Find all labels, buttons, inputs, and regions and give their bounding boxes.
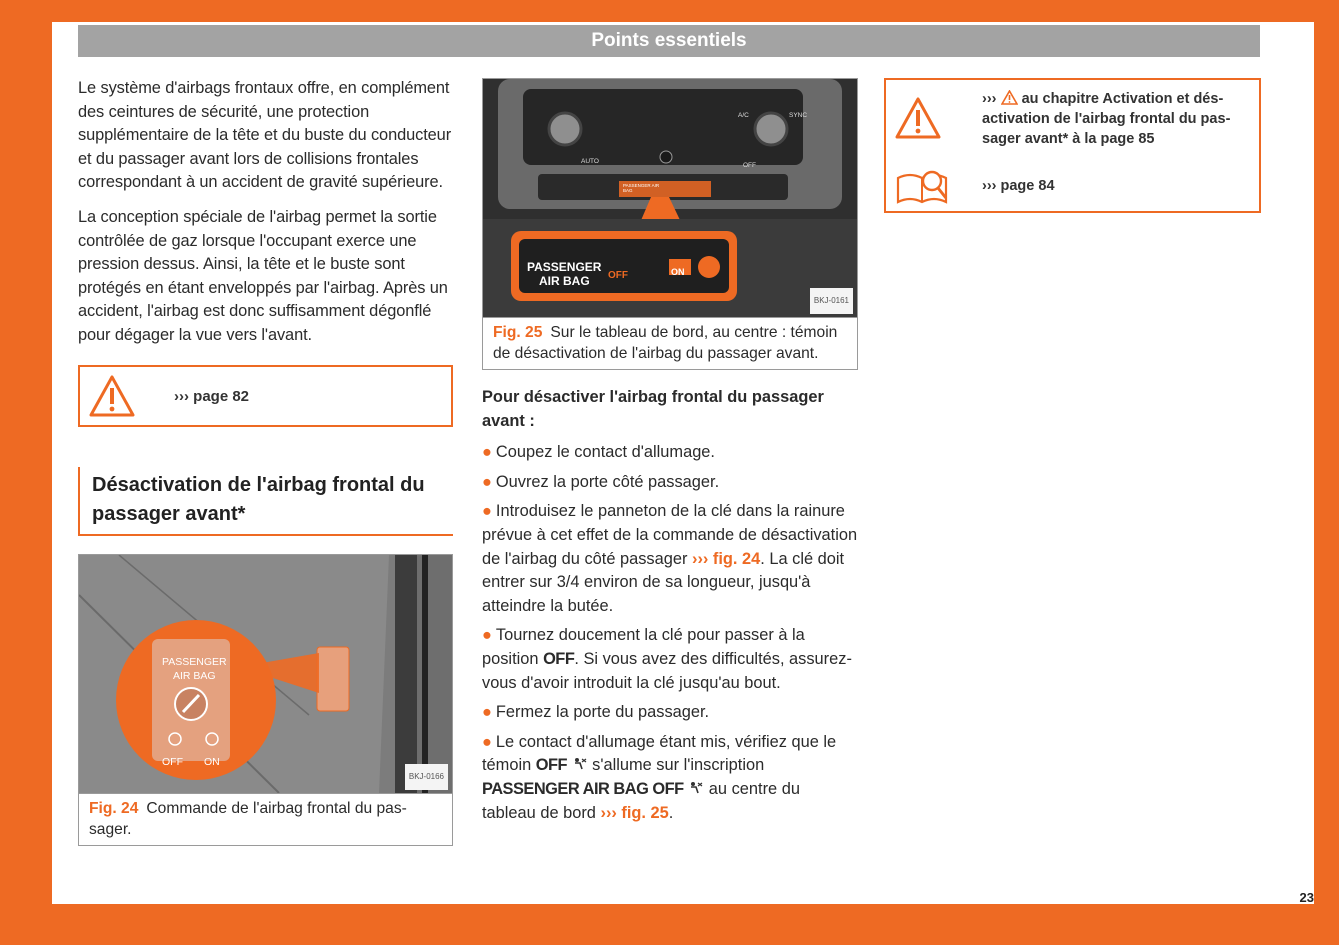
step-2-text: Ouvrez la porte côté passager. bbox=[495, 472, 720, 491]
step-6-text-a: Le contact d'allumage étant mis, vérifiez que le témoin bbox=[482, 732, 837, 775]
fig25-on-label: ON bbox=[671, 267, 685, 277]
bullet-icon: ● bbox=[482, 502, 492, 521]
fig25-label: Fig. 25 bbox=[493, 324, 543, 341]
section-title: Désactivation de l'airbag frontal du passager avant* bbox=[78, 467, 453, 536]
fig24-code: BKJ-0166 bbox=[405, 764, 448, 790]
step-1 bbox=[482, 441, 858, 465]
fig24-label: Fig. 24 bbox=[89, 799, 139, 817]
fig25-small-label: PASSENGER AIR BAG bbox=[623, 183, 660, 193]
fig25-zoom-line2: AIR BAG bbox=[539, 274, 590, 288]
fig25-off-label: OFF bbox=[608, 270, 628, 281]
bullet-icon: ● bbox=[482, 626, 492, 645]
fig24-caption bbox=[79, 793, 452, 845]
manual-page bbox=[52, 22, 1314, 904]
figure-24 bbox=[78, 554, 453, 846]
bullet-icon: ● bbox=[482, 703, 492, 722]
fig25-zoom-line1: PASSENGER bbox=[527, 260, 602, 274]
fig25-btn-ac: A/C bbox=[738, 112, 749, 119]
figure-24-image bbox=[79, 555, 452, 793]
fig24-off-label: OFF bbox=[162, 755, 183, 768]
book-page-ref[interactable]: ››› page 84 bbox=[982, 178, 1055, 194]
fig24-link[interactable]: ››› fig. 24 bbox=[691, 549, 761, 568]
step-1-text: Coupez le contact d'allumage. bbox=[495, 443, 715, 462]
airbag-off-icon bbox=[572, 757, 588, 771]
fig25-link[interactable]: ››› fig. 25 bbox=[600, 803, 669, 822]
airbag-off-icon-2 bbox=[688, 781, 704, 795]
fig24-on-label: ON bbox=[204, 755, 220, 768]
fig25-code: BKJ-0161 bbox=[810, 288, 853, 314]
procedure-heading: Pour désactiver l'airbag frontal du passager avant : bbox=[482, 388, 824, 430]
step-3-text-a: Introduisez le panneton de la clé dans la rainure prévue à cet effet de la commande de désactivation de l'airbag du côté passager bbox=[482, 502, 858, 568]
fig25-btn-auto: AUTO bbox=[581, 158, 599, 165]
step-4-text-a: Tournez doucement la clé pour passer à la position bbox=[482, 626, 805, 668]
page-header: Points essentiels bbox=[78, 25, 1260, 57]
step-4-text-b: . Si vous avez des difficultés, assurez-vous d'avoir introduit la clé jusqu'au bout. bbox=[482, 649, 852, 692]
passenger-airbag-off-label: PASSENGER AIR BAG OFF bbox=[482, 779, 684, 798]
figure-25 bbox=[482, 78, 858, 370]
step-6-text-d: . bbox=[668, 803, 674, 822]
reference-box bbox=[884, 78, 1261, 213]
warning-icon bbox=[88, 374, 136, 418]
off-position-label: OFF bbox=[543, 649, 575, 668]
step-6-text-c: au centre du tableau de bord bbox=[482, 779, 800, 822]
bullet-icon: ● bbox=[482, 732, 492, 751]
step-6-text-b: s'allume sur l'inscription bbox=[587, 756, 765, 775]
warning-reference bbox=[982, 89, 1252, 149]
fig24-zoom-line1: PASSENGER bbox=[162, 655, 227, 668]
ref-arrows: ››› bbox=[982, 91, 997, 107]
warning-box bbox=[78, 365, 453, 427]
fig24-zoom-line2: AIR BAG bbox=[173, 669, 216, 682]
design-paragraph: La conception spéciale de l'airbag permet la sortie contrôlée de gaz lorsque l'occupant exerce une pression dessus. Ainsi, la tête et le buste sont protégés en étant enveloppés par l'airbag. Après un accident, l'airbag est donc suffisamment dégonflé pour dégager la vue vers l'avant. bbox=[78, 207, 448, 344]
column-middle bbox=[482, 77, 858, 831]
fig25-caption bbox=[483, 317, 857, 369]
fig25-btn-off: OFF bbox=[743, 162, 756, 169]
fig24-caption-text: Commande de l'airbag frontal du passager. bbox=[89, 799, 407, 838]
book-magnifier-icon bbox=[894, 168, 954, 206]
airbag-switch-illustration bbox=[79, 555, 452, 793]
step-2 bbox=[482, 471, 858, 495]
column-right bbox=[884, 77, 1261, 213]
fig25-caption-text: Sur le tableau de bord, au centre : témoin de désactivation de l'airbag du passager avant. bbox=[493, 324, 838, 362]
warning-chapter-ref[interactable]: au chapitre Activation et désactivation de l'airbag frontal du passager avant* à la page 85 bbox=[982, 91, 1231, 147]
off-indicator-label: OFF bbox=[535, 756, 568, 775]
small-warning-icon bbox=[1001, 90, 1018, 105]
intro-paragraph: Le système d'airbags frontaux offre, en complément des ceintures de sécurité, une protection supplémentaire de la tête et du buste du conducteur et du passager avant lors de collisions frontales correspondant à un accident de gravité supérieure. bbox=[78, 79, 452, 192]
bullet-icon: ● bbox=[482, 443, 492, 462]
figure-25-image bbox=[483, 79, 857, 317]
fig25-btn-sync: SYNC bbox=[789, 112, 808, 119]
step-5 bbox=[482, 701, 858, 725]
step-3 bbox=[482, 500, 858, 618]
column-left bbox=[78, 77, 453, 846]
step-5-text: Fermez la porte du passager. bbox=[495, 703, 710, 722]
page-number: 23 bbox=[1299, 890, 1314, 905]
step-3-text-b: . La clé doit entrer sur 3/4 environ de sa longueur, jusqu'à atteindre la butée. bbox=[482, 549, 845, 615]
step-6 bbox=[482, 731, 858, 825]
warning-icon bbox=[894, 96, 942, 140]
step-4 bbox=[482, 624, 858, 695]
warning-page-ref[interactable]: ››› page 82 bbox=[174, 387, 250, 405]
bullet-icon: ● bbox=[482, 472, 492, 491]
